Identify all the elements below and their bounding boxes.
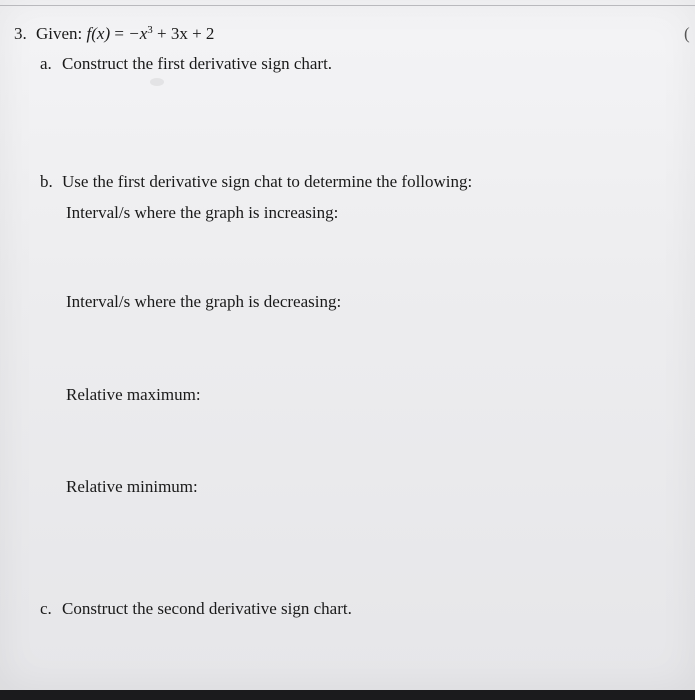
relative-maximum-label: Relative maximum:	[66, 385, 201, 404]
part-c-instruction: Construct the second derivative sign chart.	[62, 599, 352, 618]
function-term1: −x	[128, 24, 148, 43]
part-a-letter: a.	[40, 54, 52, 73]
bottom-edge	[0, 690, 695, 700]
part-c-letter: c.	[40, 599, 52, 618]
question-number: 3.	[14, 24, 27, 43]
function-rest: + 3x + 2	[157, 24, 215, 43]
given-label: Given:	[36, 24, 83, 43]
part-b-letter: b.	[40, 172, 53, 191]
pencil-smudge	[150, 78, 164, 86]
function-equals: =	[114, 24, 124, 43]
part-b-instruction: Use the first derivative sign chat to determine the following:	[62, 172, 473, 191]
top-divider	[0, 5, 695, 6]
decreasing-interval-label: Interval/s where the graph is decreasing:	[66, 292, 342, 311]
part-a-instruction: Construct the first derivative sign chart.	[62, 54, 333, 73]
cropped-edge-mark: (	[684, 24, 690, 43]
relative-minimum-label: Relative minimum:	[66, 477, 198, 496]
function-lhs: f(x)	[86, 24, 111, 43]
question-given	[36, 24, 214, 44]
increasing-interval-label: Interval/s where the graph is increasing:	[66, 203, 339, 222]
function-exponent: 3	[147, 24, 153, 36]
